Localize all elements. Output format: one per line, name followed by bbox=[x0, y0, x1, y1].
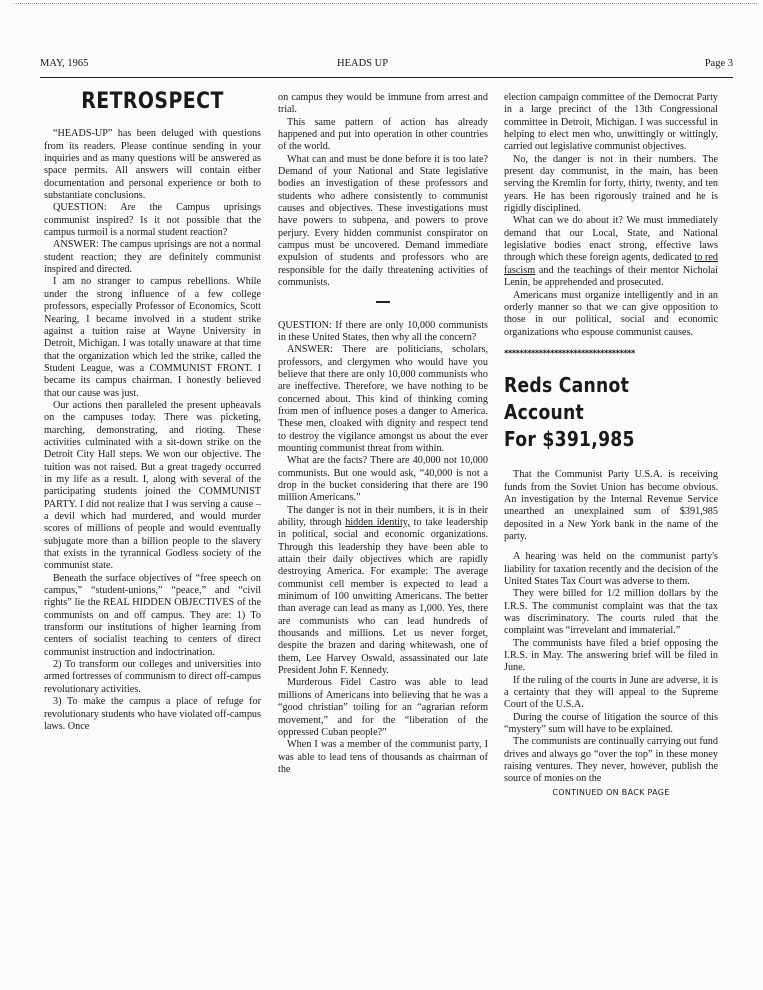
retrospect-col2-part1 bbox=[278, 92, 488, 290]
reds-headline-line2: For $391,985 bbox=[504, 427, 635, 452]
continued-note: CONTINUED ON BACK PAGE bbox=[552, 787, 670, 797]
paragraph: No, the danger is not in their numbers. The present day communist, in the main, has been serving the Kremlin for forty, thirty, twenty, and ten years. He has been rigorously trained and he is rigidly disciplined. bbox=[504, 153, 718, 215]
retrospect-col2-part4 bbox=[278, 677, 488, 776]
column-3 bbox=[504, 92, 718, 799]
paragraph: A hearing was held on the communist party's liability for taxation recently and the decision of the United States Tax Court was adverse to them. bbox=[504, 551, 718, 587]
retrospect-col1-body bbox=[44, 128, 261, 733]
column-2 bbox=[278, 92, 488, 776]
paragraph: During the course of litigation the source of this “mystery” sum will have to be explained. bbox=[504, 711, 718, 736]
reds-headline bbox=[504, 372, 688, 453]
column-1 bbox=[44, 89, 261, 733]
paragraph: If the ruling of the courts in June are adverse, it is a certainty that they will appeal to the Supreme Court of the U.S.A. bbox=[504, 674, 718, 711]
paragraph: This same pattern of action has already happened and put into operation in other countries of the world. bbox=[278, 116, 488, 153]
reds-headline-line1: Reds Cannot Account bbox=[504, 373, 630, 425]
publication-name: HEADS UP bbox=[337, 58, 389, 69]
paragraph: They were billed for 1/2 million dollars by the I.R.S. The communist complaint was that the tax was discriminatory. The courts ruled that the complaint was “irrevelant and immaterial.” bbox=[504, 588, 718, 637]
paragraph: Americans must organize intelligently and in an orderly manner so that we can give opposition to those in our political, social and economic organizations who espouse communist causes. bbox=[504, 289, 718, 338]
top-border bbox=[14, 3, 757, 4]
star-divider: ********************************** bbox=[504, 348, 635, 359]
page-header bbox=[40, 58, 743, 74]
paragraph: “HEADS-UP” has been deluged with questions from its readers. Please continue sending in your inquiries and as many questions will be answered as space permits. All answers will contain either documentation and personal experience or both to substantiate conclusions. bbox=[44, 128, 261, 202]
paragraph: That the Communist Party U.S.A. is receiving funds from the Soviet Union has become obvious. An investigation by the Internal Revenue Service unearthed an unexplained sum of $391,985 deposited in a New York bank in the name of the party. bbox=[504, 469, 718, 542]
paragraph: The communists have filed a brief opposing the I.R.S. in May. The answering brief will be filed in June. bbox=[504, 637, 718, 674]
header-rule bbox=[40, 77, 733, 78]
paragraph: Our actions then paralleled the present upheavals on the campuses today. There was picketing, marching, demonstrating, and rioting. These activities culminated with a sit-down strike on the Detroit City Hall steps. We won our objective. The tuition was not raised. But a great tragedy occurred in my life as a result. I, along with several of the participating students joined the COMMUNIST PARTY. I did not realize that I was serving a cause – a devil which had murdered, and would murder scores of millions of people and would eventually subjugate more than a billion people to the slavery that exists in the tyrannical Godless society of the communist state. bbox=[44, 399, 261, 572]
paragraph: When I was a member of the communist party, I was able to lead tens of thousands as chairman of the bbox=[278, 739, 488, 775]
paragraph: What are the facts? There are 40,000 not 10,000 communists. But one would ask, “40,000 is not a drop in the bucket considering that there are 190 million Americans.” bbox=[278, 455, 488, 504]
paragraph: QUESTION: Are the Campus uprisings communist inspired? Is it not possible that the campus turmoil is a normal student reaction? bbox=[44, 202, 261, 239]
section-divider bbox=[376, 301, 390, 303]
paragraph: ANSWER: There are politicians, scholars, professors, and clergymen who would have you believe that there are only 10,000 communists who are ineffective. Therefore, we have nothing to be concerned about. This kind of thinking coming from men of influence poses a danger to America. These men, cloaked with dignity and respect tend to destroy the vigilance amongst us about the ever mounting communist threat from within. bbox=[278, 344, 488, 454]
paragraph: election campaign committee of the Democrat Party in a large precinct of the 13th Congressional committee in Detroit, Michigan. I was successful in helping to elect men who, unwittingly or wittingly, carried out legislative communist objectives. bbox=[504, 92, 718, 153]
paragraph: QUESTION: If there are only 10,000 communists in these United States, then why all the concern? bbox=[278, 319, 488, 343]
paragraph: What can we do about it? We must immediately demand that our Local, State, and National legislative bodies enact strong, effective laws through which these foreign agents, dedicated to red fascism and the teachings of their mentor Nicholai Lenin, be apprehended and prosecuted. bbox=[504, 215, 718, 289]
paragraph: What can and must be done before it is too late? Demand of your National and State legislative bodies an investigation of these professors and students who adhere consistently to communist causes and objectives. These investigations must have powers to subpena, and powers to prove perjury. Every hidden communist conspirator on campus must be uncovered. Demand immediate expulsion of students and professors who are responsible for the daily threatening activities of communists. bbox=[278, 153, 488, 289]
paragraph: 3) To make the campus a place of refuge for revolutionary students who have violated off-campus laws. Once bbox=[44, 696, 261, 732]
paragraph: The danger is not in their numbers, it is in their ability, through hidden identity, to take leadership in political, social and economic organizations. Through this leadership they have been able to attain their daily objectives which are rapidly destroying America. For example: The average communist cell member is expected to lead a minimum of 100 unwitting Americans. The better than average can lead as many as 1,000. Yes, there are communists who can lead hundreds of thousands and millions. Let us never forget, despite the brazen and daring whitewash, one of them, Lee Harvey Oswald, assassinated our late President John F. Kennedy. bbox=[278, 504, 488, 677]
paragraph: I am no stranger to campus rebellions. While under the strong influence of a few college professors, especially Professor of Economics, Scott Nearing, I became involved in a student strike against a tuition raise at Wayne University in Detroit, Michigan. I was totally unaware at that time that the organization which led the strike, called the Student League, was a COMMUNIST FRONT. I became its campus chairman. I honestly believed that our cause was just. bbox=[44, 276, 261, 399]
paragraph: 2) To transform our colleges and universities into armed fortresses of communism to direct off-campus revolutionary activities. bbox=[44, 659, 261, 695]
retrospect-col2-part2 bbox=[278, 320, 488, 505]
paragraph: Beneath the surface objectives of “free speech on campus,” “student-unions,” “peace,” and “civil rights” lie the REAL HIDDEN OBJECTIVES of the communists on and off campus. They are: 1) To transform our institutions of higher learning from centers of socialist teaching to centers of direct communist instruction and indoctrination. bbox=[44, 572, 261, 658]
retrospect-col3-part1 bbox=[504, 92, 718, 215]
issue-date: MAY, 1965 bbox=[40, 58, 89, 69]
paragraph: The communists are continually carrying out fund drives and always go “over the top” in these money raising ventures. They never, however, publish the source of monies on the bbox=[504, 736, 718, 785]
paragraph: Murderous Fidel Castro was able to lead millions of Americans into believing that he was a “good christian” toiling for an “agrarian reform movement,” and for the “liberation of the oppressed Cuban people?” bbox=[278, 677, 488, 738]
paragraph: ANSWER: The campus uprisings are not a normal student reaction; they are definitely communist inspired and directed. bbox=[44, 239, 261, 276]
reds-body-part2 bbox=[504, 551, 718, 786]
reds-body-part1 bbox=[504, 469, 718, 543]
retrospect-col3-part3 bbox=[504, 290, 718, 339]
paragraph: on campus they would be immune from arrest and trial. bbox=[278, 92, 488, 116]
page-number: Page 3 bbox=[704, 58, 733, 69]
retrospect-title: RETROSPECT bbox=[81, 89, 224, 114]
